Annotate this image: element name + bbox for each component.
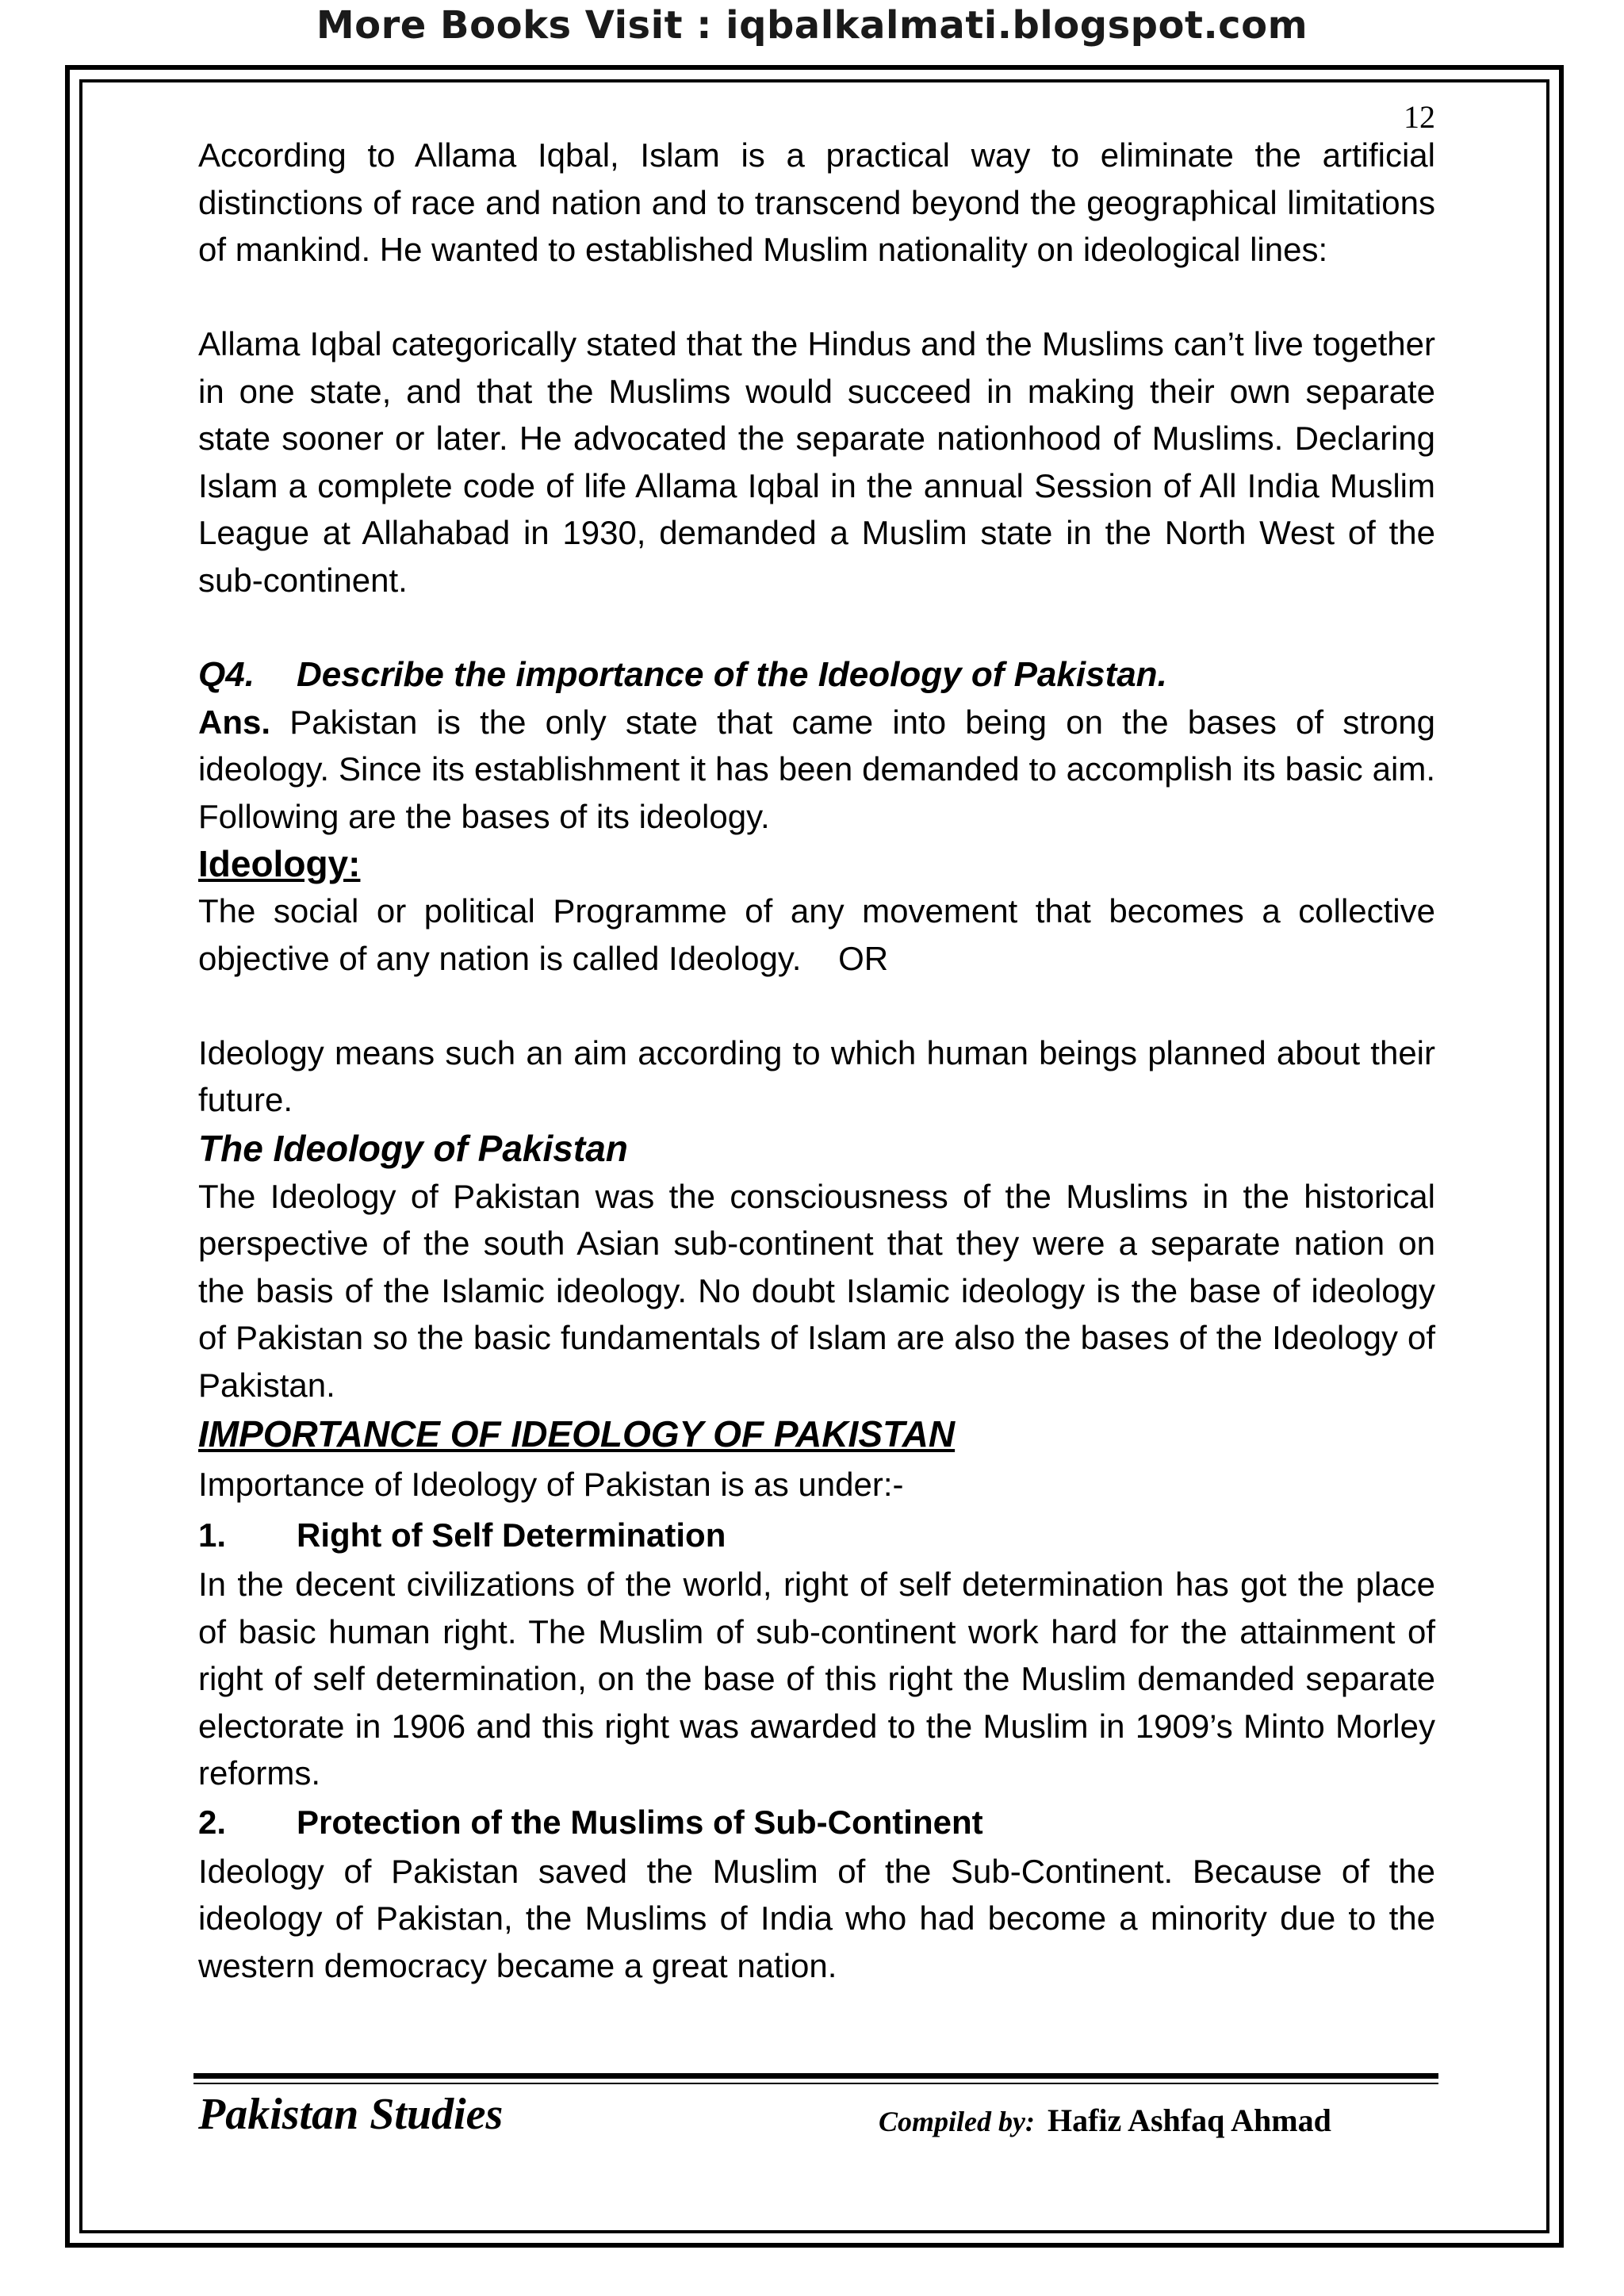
answer-label: Ans. bbox=[198, 703, 271, 741]
item-2-heading: 2. Protection of the Muslims of Sub-Continent bbox=[198, 1803, 983, 1841]
importance-heading: IMPORTANCE OF IDEOLOGY OF PAKISTAN bbox=[198, 1413, 956, 1455]
question-number: Q4. bbox=[198, 654, 255, 694]
answer-paragraph bbox=[198, 699, 1435, 841]
ideology-heading: Ideology: bbox=[198, 843, 361, 884]
ideology-of-pakistan-heading: The Ideology of Pakistan bbox=[198, 1127, 628, 1169]
ideology-definition-2: Ideology means such an aim according to which human beings planned about their future. bbox=[198, 1033, 1435, 1118]
footer-rule-thin bbox=[193, 2083, 1438, 2084]
question-heading bbox=[198, 651, 1435, 699]
footer-subject: Pakistan Studies bbox=[198, 2090, 504, 2139]
or-label: OR bbox=[838, 939, 889, 977]
item-1-heading: 1. Right of Self Determination bbox=[198, 1516, 726, 1554]
question-text: Describe the importance of the Ideology of Pakistan. bbox=[297, 654, 1167, 694]
ideology-definition-1: The social or political Programme of any movement that becomes a collective objective of any nation is called Ideology. OR bbox=[198, 892, 1435, 977]
page-content bbox=[198, 132, 1435, 1989]
author-name: Hafiz Ashfaq Ahmad bbox=[1047, 2102, 1331, 2138]
paragraph-iqbal-islam: According to Allama Iqbal, Islam is a practical way to eliminate the artificial distinctions of race and nation and to transcend beyond the geographical limitations of mankind. He wanted to established Muslim nationality on ideological lines: bbox=[198, 136, 1435, 268]
site-banner: More Books Visit : iqbalkalmati.blogspot.com bbox=[316, 3, 1308, 48]
importance-intro: Importance of Ideology of Pakistan is as under:- bbox=[198, 1466, 904, 1503]
item-1-text: In the decent civilizations of the world, right of self determination has got the place of basic human right. The Muslim of sub-continent work hard for the attainment of right of self determination, on the base of this right the Muslim demanded separate electorate in 1906 and this right was awarded to the Muslim in 1909’s Minto Morley reforms. bbox=[198, 1566, 1435, 1792]
ideology-of-pakistan-text: The Ideology of Pakistan was the consciousness of the Muslims in the historical perspective of the south Asian sub-continent that they were a separate nation on the basis of the Islamic ideology. No doubt Islamic ideology is the base of ideology of Pakistan so the basic fundamentals of Islam are also the bases of the Ideology of Pakistan. bbox=[198, 1177, 1435, 1404]
page-number: 12 bbox=[1404, 99, 1435, 135]
paragraph-iqbal-nationhood: Allama Iqbal categorically stated that the Hindus and the Muslims can’t live together in one state, and that the Muslims would succeed in making their own separate state sooner or later. He advocated the separate nationhood of Muslims. Declaring Islam a complete code of life Allama Iqbal in the annual Session of All India Muslim League at Allahabad in 1930, demanded a Muslim state in the North West of the sub-continent. bbox=[198, 325, 1435, 599]
footer-credit bbox=[879, 2102, 1331, 2139]
answer-text: Pakistan is the only state that came into being on the bases of strong ideology. Since its establishment it has been demanded to accomplish its basic aim. Following are the bases of its ideology. bbox=[198, 703, 1436, 835]
item-2-text: Ideology of Pakistan saved the Muslim of the Sub-Continent. Because of the ideology of Pakistan, the Muslims of India who had become a minority due to the western democracy became a great nation. bbox=[198, 1852, 1435, 1984]
compiled-by-label: Compiled by: bbox=[879, 2106, 1035, 2137]
footer-rule bbox=[193, 2073, 1438, 2079]
